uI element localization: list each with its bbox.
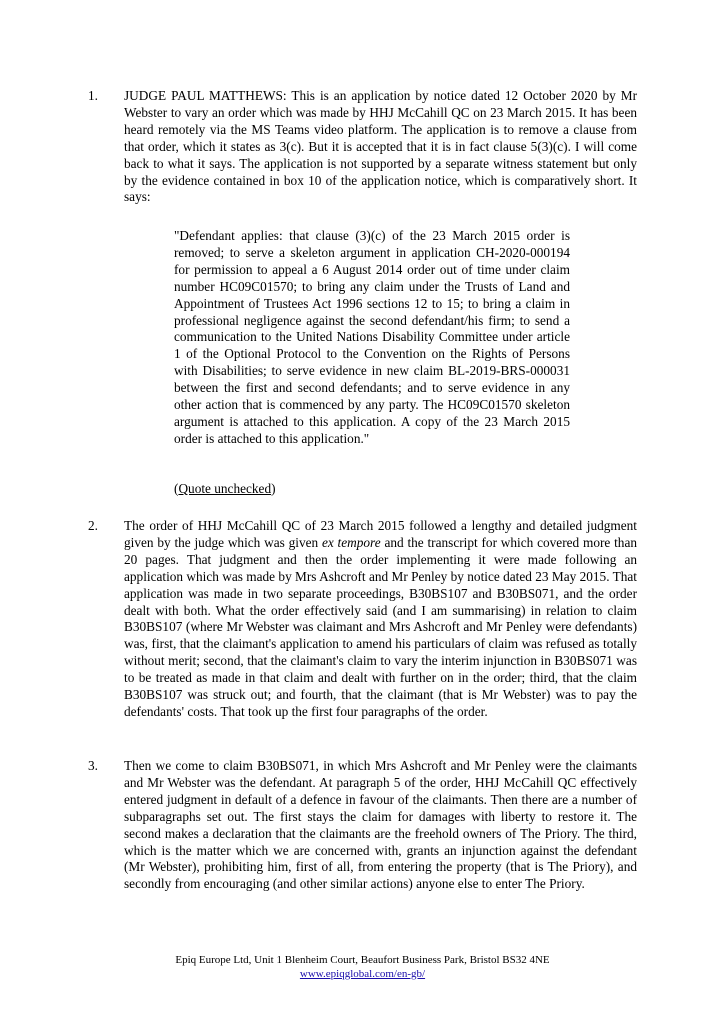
footer-link[interactable]: www.epiqglobal.com/en-gb/ <box>299 967 426 980</box>
paragraph-text: JUDGE PAUL MATTHEWS: This is an application by notice dated 12 October 2020 by Mr Webster to vary an order which was made by HHJ McCahill QC on 23 March 2015. It has been heard remotely via the MS Teams video platform. The application is to remove a clause from that order, which it states as 3(c). But it is accepted that it is in fact clause 5(3)(c). I will come back to what it says. The application is not supported by a separate witness statement but only by the evidence contained in box 10 of the application notice, which is comparatively short. It says: <box>124 88 637 205</box>
quote-note <box>174 481 276 498</box>
paragraph-text: Then we come to claim B30BS071, in which Mrs Ashcroft and Mr Penley were the claimants and Mr Webster was the defendant. At paragraph 5 of the order, HHJ McCahill QC effectively entered judgment in default of a defence in favour of the claimants. Then there are a number of subparagraphs set out. The first stays the claim for damages with liberty to restore it. The second makes a declaration that the claimants are the freehold owners of The Priory. The third, which is the matter which we are concerned with, grants an injunction against the defendant (Mr Webster), prohibiting him, first of all, from entering the property (that is The Priory), and secondly from encouraging (and other similar actions) anyone else to enter The Priory. <box>124 758 637 892</box>
quote-note-open: ( <box>174 481 179 496</box>
quote-note-close: ) <box>271 481 276 496</box>
text-before-emphasis: The order of HHJ McCahill QC of 23 March 2015 followed a lengthy and detailed judgment given by the judge which was given <box>124 518 637 550</box>
text-after-emphasis: and the transcript for which covered more than 20 pages. That judgment and then the order implementing it were made following an application which was made by Mrs Ashcroft and Mr Penley by notice dated 23 May 2015. That application was made in two separate proceedings, B30BS107 and B30BS071, and the order dealt with both. What the order effectively said (and I am summarising) in relation to claim B30BS107 (where Mr Webster was claimant and Mrs Ashcroft and Mr Penley were defendants) was, first, that the claimant's application to amend his particulars of claim was refused as totally without merit; second, that the claimant's claim to vary the interim injunction in B30BS071 was to be treated as made in that claim and dealt with further on in the order; third, that the claim B30BS107 was struck out; and fourth, that the claimant (that is Mr Webster) was to pay the defendants' costs. That took up the first four paragraphs of the order. <box>124 534 637 719</box>
footer-address: Epiq Europe Ltd, Unit 1 Blenheim Court, Beaufort Business Park, Bristol BS32 4NE <box>175 954 550 966</box>
paragraph-number: 2. <box>88 518 98 533</box>
quote-note-text: Quote unchecked <box>178 481 272 496</box>
page-footer <box>0 954 725 981</box>
paragraph-text <box>124 518 637 721</box>
judgment-paragraph-2 <box>88 518 637 721</box>
emphasis-text: ex tempore <box>321 534 381 550</box>
paragraph-number: 1. <box>88 88 98 103</box>
judgment-paragraph-3 <box>88 758 637 893</box>
paragraph-number: 3. <box>88 758 98 773</box>
judgment-paragraph-1 <box>88 88 637 206</box>
quoted-application-text: "Defendant applies: that clause (3)(c) of the 23 March 2015 order is removed; to serve a skeleton argument in application CH-2020-000194 for permission to appeal a 6 August 2014 order out of time under claim number HC09C01570; to bring any claim under the Trusts of Land and Appointment of Trustees Act 1996 sections 12 to 15; to bring a claim in professional negligence against the second defendant/his firm; to send a communication to the United Nations Disability Committee under article 1 of the Optional Protocol to the Convention on the Rights of Persons with Disabilities; to serve evidence in new claim BL-2019-BRS-000031 between the first and second defendants; and to serve evidence in any other action that is commenced by any party. The HC09C01570 skeleton argument is attached to this application. A copy of the 23 March 2015 order is attached to this application." <box>174 228 570 446</box>
